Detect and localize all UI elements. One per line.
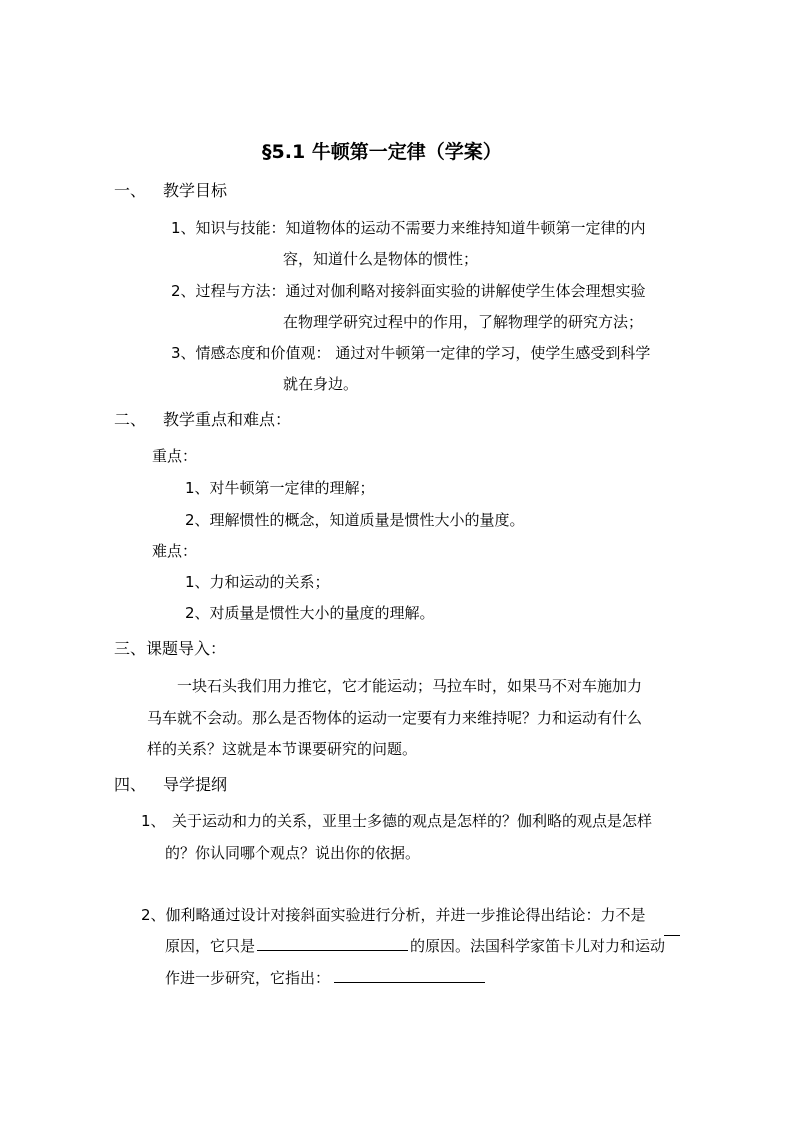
difficulty-2: 2、对质量是惯性大小的量度的理解。: [185, 604, 435, 622]
section-1-heading: 教学目标: [163, 181, 228, 200]
difficulties-label: 难点：: [152, 542, 198, 560]
goal-3-line-1: 3、情感态度和价值观： 通过对牛顿第一定律的学习，使学生感受到科学: [171, 344, 651, 362]
key-point-1: 1、对牛顿第一定律的理解；: [185, 479, 375, 497]
section-4-heading: 导学提纲: [163, 775, 228, 794]
difficulty-1: 1、力和运动的关系；: [185, 573, 330, 591]
goal-1-line-1: 1、知识与技能：知道物体的运动不需要力来维持知道牛顿第一定律的内: [171, 219, 646, 237]
question-2-line-3: [165, 968, 485, 988]
question-2-line-3-text: 作进一步研究，它指出：: [165, 969, 331, 987]
key-points-label: 重点：: [152, 447, 198, 465]
section-2-number: 二、: [114, 410, 147, 429]
question-2-line-2: [165, 936, 665, 956]
section-1-number: 一、: [114, 181, 147, 200]
question-1-line-1: 关于运动和力的关系，亚里士多德的观点是怎样的？伽利略的观点是怎样: [172, 812, 653, 830]
intro-line-2: 马车就不会动。那么是否物体的运动一定要有力来维持呢？力和运动有什么: [147, 709, 643, 727]
question-1-line-2: 的？你认同哪个观点？说出你的依据。: [165, 844, 421, 862]
goal-1-line-2: 容，知道什么是物体的惯性；: [283, 250, 479, 268]
blank-line-1[interactable]: [664, 921, 680, 936]
key-point-2: 2、理解惯性的概念，知道质量是惯性大小的量度。: [185, 511, 525, 529]
blank-line-3[interactable]: [334, 968, 485, 983]
section-4-number: 四、: [114, 775, 147, 794]
goal-2-line-1: 2、过程与方法：通过对伽利略对接斜面实验的讲解使学生体会理想实验: [171, 282, 646, 300]
question-1-number: 1、: [141, 812, 166, 830]
question-2-line-2-part-a: 原因，它只是: [165, 937, 256, 955]
intro-line-1: 一块石头我们用力推它，它才能运动；马拉车时，如果马不对车施加力: [177, 677, 643, 695]
goal-3-line-2: 就在身边。: [283, 375, 359, 393]
section-2-heading: 教学重点和难点：: [163, 410, 292, 429]
section-3-heading: 三、课题导入：: [114, 639, 227, 658]
question-2-line-2-part-b: 的原因。法国科学家笛卡儿对力和运动: [410, 937, 666, 955]
question-2-line-1: 2、伽利略通过设计对接斜面实验进行分析，并进一步推论得出结论：力不是: [141, 906, 646, 924]
blank-line-2[interactable]: [257, 936, 408, 951]
goal-2-line-2: 在物理学研究过程中的作用，了解物理学的研究方法；: [283, 313, 644, 331]
intro-line-3: 样的关系？这就是本节课要研究的问题。: [147, 740, 418, 758]
page-title: §5.1 牛顿第一定律（学案）: [262, 141, 502, 163]
